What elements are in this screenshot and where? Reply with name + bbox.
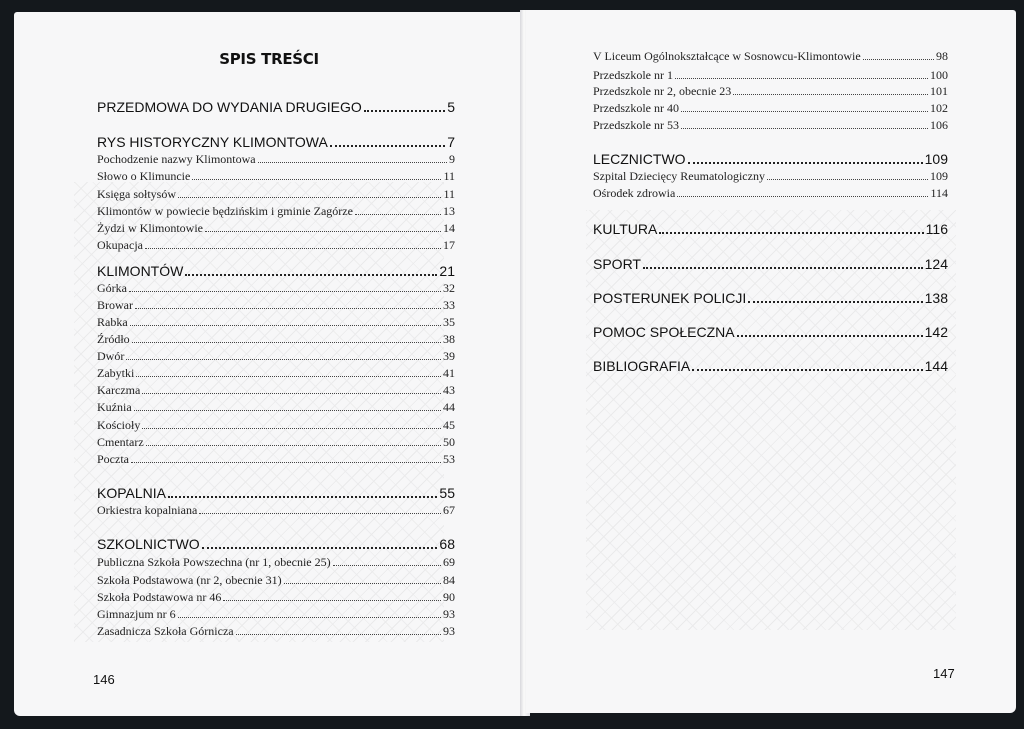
- toc-entry[interactable]: Rabka 35: [97, 315, 455, 329]
- toc-entry[interactable]: Szkoła Podstawowa nr 46 90: [97, 590, 455, 604]
- toc-entry[interactable]: Słowo o Klimuncie 11: [97, 169, 455, 183]
- toc-entry[interactable]: Przedszkole nr 2, obecnie 23 101: [593, 84, 948, 98]
- toc-heading[interactable]: KOPALNIA 55: [97, 485, 455, 501]
- toc-entry[interactable]: Publiczna Szkoła Powszechna (nr 1, obecnie 25) 69: [97, 555, 455, 569]
- toc-entry[interactable]: Browar 33: [97, 298, 455, 312]
- right-page: [526, 10, 1016, 713]
- toc-heading[interactable]: POMOC SPOŁECZNA 142: [593, 324, 948, 340]
- left-page: [14, 12, 524, 716]
- toc-entry[interactable]: Żydzi w Klimontowie 14: [97, 221, 455, 235]
- toc-entry[interactable]: Księga sołtysów 11: [97, 187, 455, 201]
- toc-heading[interactable]: KLIMONTÓW 21: [97, 263, 455, 279]
- toc-entry[interactable]: Okupacja 17: [97, 238, 455, 252]
- toc-heading[interactable]: SPORT 124: [593, 256, 948, 272]
- toc-entry[interactable]: Klimontów w powiecie będzińskim i gminie Zagórze 13: [97, 204, 455, 218]
- toc-entry[interactable]: Zabytki 41: [97, 366, 455, 380]
- toc-entry[interactable]: Przedszkole nr 40 102: [593, 101, 948, 115]
- toc-entry[interactable]: Cmentarz 50: [97, 435, 455, 449]
- toc-entry[interactable]: Źródło 38: [97, 332, 455, 346]
- toc-title: SPIS TREŚCI: [219, 50, 319, 68]
- toc-entry[interactable]: Górka 32: [97, 281, 455, 295]
- toc-entry[interactable]: Gimnazjum nr 6 93: [97, 607, 455, 621]
- toc-entry[interactable]: Szkoła Podstawowa (nr 2, obecnie 31) 84: [97, 573, 455, 587]
- toc-heading[interactable]: PRZEDMOWA DO WYDANIA DRUGIEGO 5: [97, 99, 455, 115]
- toc-heading[interactable]: SZKOLNICTWO 68: [97, 536, 455, 552]
- toc-entry[interactable]: Ośrodek zdrowia 114: [593, 186, 948, 200]
- toc-heading[interactable]: RYS HISTORYCZNY KLIMONTOWA 7: [97, 134, 455, 150]
- toc-heading[interactable]: LECZNICTWO 109: [593, 151, 948, 167]
- toc-heading[interactable]: POSTERUNEK POLICJI 138: [593, 290, 948, 306]
- toc-heading[interactable]: KULTURA 116: [593, 221, 948, 237]
- toc-entry[interactable]: Kuźnia 44: [97, 400, 455, 414]
- toc-entry[interactable]: Poczta 53: [97, 452, 455, 466]
- toc-entry[interactable]: Orkiestra kopalniana 67: [97, 503, 455, 517]
- toc-entry[interactable]: Kościoły 45: [97, 418, 455, 432]
- toc-entry[interactable]: Przedszkole nr 53 106: [593, 118, 948, 132]
- toc-entry[interactable]: V Liceum Ogólnokształcące w Sosnowcu-Klimontowie 98: [593, 49, 948, 63]
- toc-entry[interactable]: Karczma 43: [97, 383, 455, 397]
- toc-entry[interactable]: Dwór 39: [97, 349, 455, 363]
- show-through-image: [586, 210, 956, 630]
- toc-entry[interactable]: Szpital Dziecięcy Reumatologiczny 109: [593, 169, 948, 183]
- toc-entry[interactable]: Przedszkole nr 1 100: [593, 68, 948, 82]
- toc-entry[interactable]: Zasadnicza Szkoła Górnicza 93: [97, 624, 455, 638]
- page-number: 147: [933, 666, 955, 681]
- toc-entry[interactable]: Pochodzenie nazwy Klimontowa 9: [97, 152, 455, 166]
- page-number: 146: [93, 672, 115, 687]
- toc-heading[interactable]: BIBLIOGRAFIA 144: [593, 358, 948, 374]
